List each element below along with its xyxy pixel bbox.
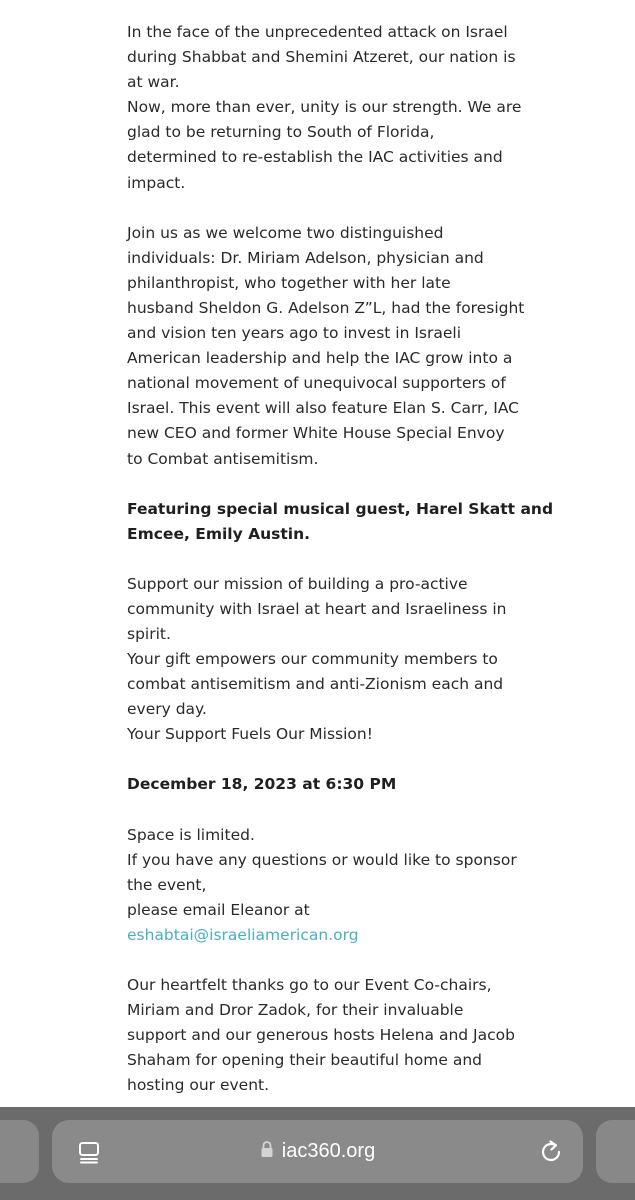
text-line: every day. bbox=[127, 700, 207, 719]
text-line: American leadership and help the IAC grow into a bbox=[127, 349, 513, 368]
paragraph-spacer bbox=[127, 472, 527, 497]
text-line: combat antisemitism and anti-Zionism each and bbox=[127, 675, 504, 694]
text-line: at war. bbox=[127, 73, 180, 92]
lock-icon bbox=[260, 1140, 274, 1164]
next-tab-preview[interactable] bbox=[596, 1120, 635, 1183]
text-line: determined to re-establish the IAC activities and bbox=[127, 148, 503, 167]
text-line: Miriam and Dror Zadok, for their invaluable bbox=[127, 1001, 464, 1020]
url-text: iac360.org bbox=[281, 1140, 376, 1162]
text-line: husband Sheldon G. Adelson Z”L, had the foresight bbox=[127, 298, 525, 317]
text-line: philanthropist, who together with her late bbox=[127, 273, 451, 292]
text-line: please email Eleanor at bbox=[127, 900, 310, 919]
text-line: hosting our event. bbox=[127, 1076, 270, 1095]
previous-tab-preview[interactable] bbox=[0, 1120, 39, 1183]
text-line: If you have any questions or would like to sponsor bbox=[127, 850, 517, 869]
text-line: Your gift empowers our community members to bbox=[127, 650, 498, 669]
contact-email-link[interactable]: eshabtai@israeliamerican.org bbox=[127, 925, 359, 944]
text-line: Shaham for opening their beautiful home and bbox=[127, 1051, 482, 1070]
text-line: Your Support Fuels Our Mission! bbox=[127, 725, 373, 744]
browser-toolbar bbox=[0, 1107, 635, 1200]
article-body bbox=[127, 20, 554, 1098]
text-line: Our heartfelt thanks go to our Event Co-chairs, bbox=[127, 976, 492, 994]
text-line: Support our mission of building a pro-active bbox=[127, 574, 468, 593]
text-line: individuals: Dr. Miriam Adelson, physician and bbox=[127, 248, 484, 267]
text-line: to Combat antisemitism. bbox=[127, 449, 319, 468]
address-bar[interactable] bbox=[52, 1120, 583, 1183]
text-line: impact. bbox=[127, 173, 186, 192]
text-line: Featuring special musical guest, Harel Skatt and bbox=[127, 499, 554, 518]
featuring-paragraph bbox=[127, 497, 554, 547]
text-line: and vision ten years ago to invest in Israeli bbox=[127, 324, 462, 343]
event-date bbox=[127, 772, 527, 797]
support-paragraph bbox=[127, 572, 527, 748]
thanks-paragraph bbox=[127, 973, 527, 1098]
text-line: support and our generous hosts Helena and Jacob bbox=[127, 1026, 515, 1045]
text-line: In the face of the unprecedented attack on Israel bbox=[127, 23, 508, 41]
text-line: Israel. This event will also feature Elan S. Carr, IAC bbox=[127, 399, 520, 418]
event-date-text: December 18, 2023 at 6:30 PM bbox=[127, 775, 397, 794]
text-line: during Shabbat and Shemini Atzeret, our nation is bbox=[127, 48, 516, 67]
paragraph-spacer bbox=[127, 196, 527, 221]
text-line: Join us as we welcome two distinguished bbox=[127, 223, 444, 242]
contact-paragraph bbox=[127, 823, 527, 948]
text-line: Now, more than ever, unity is our strength. We are bbox=[127, 98, 522, 117]
welcome-paragraph bbox=[127, 221, 527, 472]
text-line: the event, bbox=[127, 875, 207, 894]
text-line: Space is limited. bbox=[127, 825, 255, 844]
paragraph-spacer bbox=[127, 948, 527, 973]
paragraph-spacer bbox=[127, 798, 527, 823]
paragraph-spacer bbox=[127, 747, 527, 772]
text-line: community with Israel at heart and Israeliness in bbox=[127, 599, 507, 618]
text-line: new CEO and former White House Special Envoy bbox=[127, 424, 505, 443]
text-line: Emcee, Emily Austin. bbox=[127, 524, 311, 543]
text-line: national movement of unequivocal supporters of bbox=[127, 374, 506, 393]
reload-icon[interactable] bbox=[538, 1139, 564, 1165]
url-display[interactable] bbox=[52, 1120, 583, 1183]
text-line: spirit. bbox=[127, 624, 171, 643]
paragraph-spacer bbox=[127, 547, 527, 572]
text-line: glad to be returning to South of Florida, bbox=[127, 123, 435, 142]
intro-paragraph bbox=[127, 20, 527, 196]
